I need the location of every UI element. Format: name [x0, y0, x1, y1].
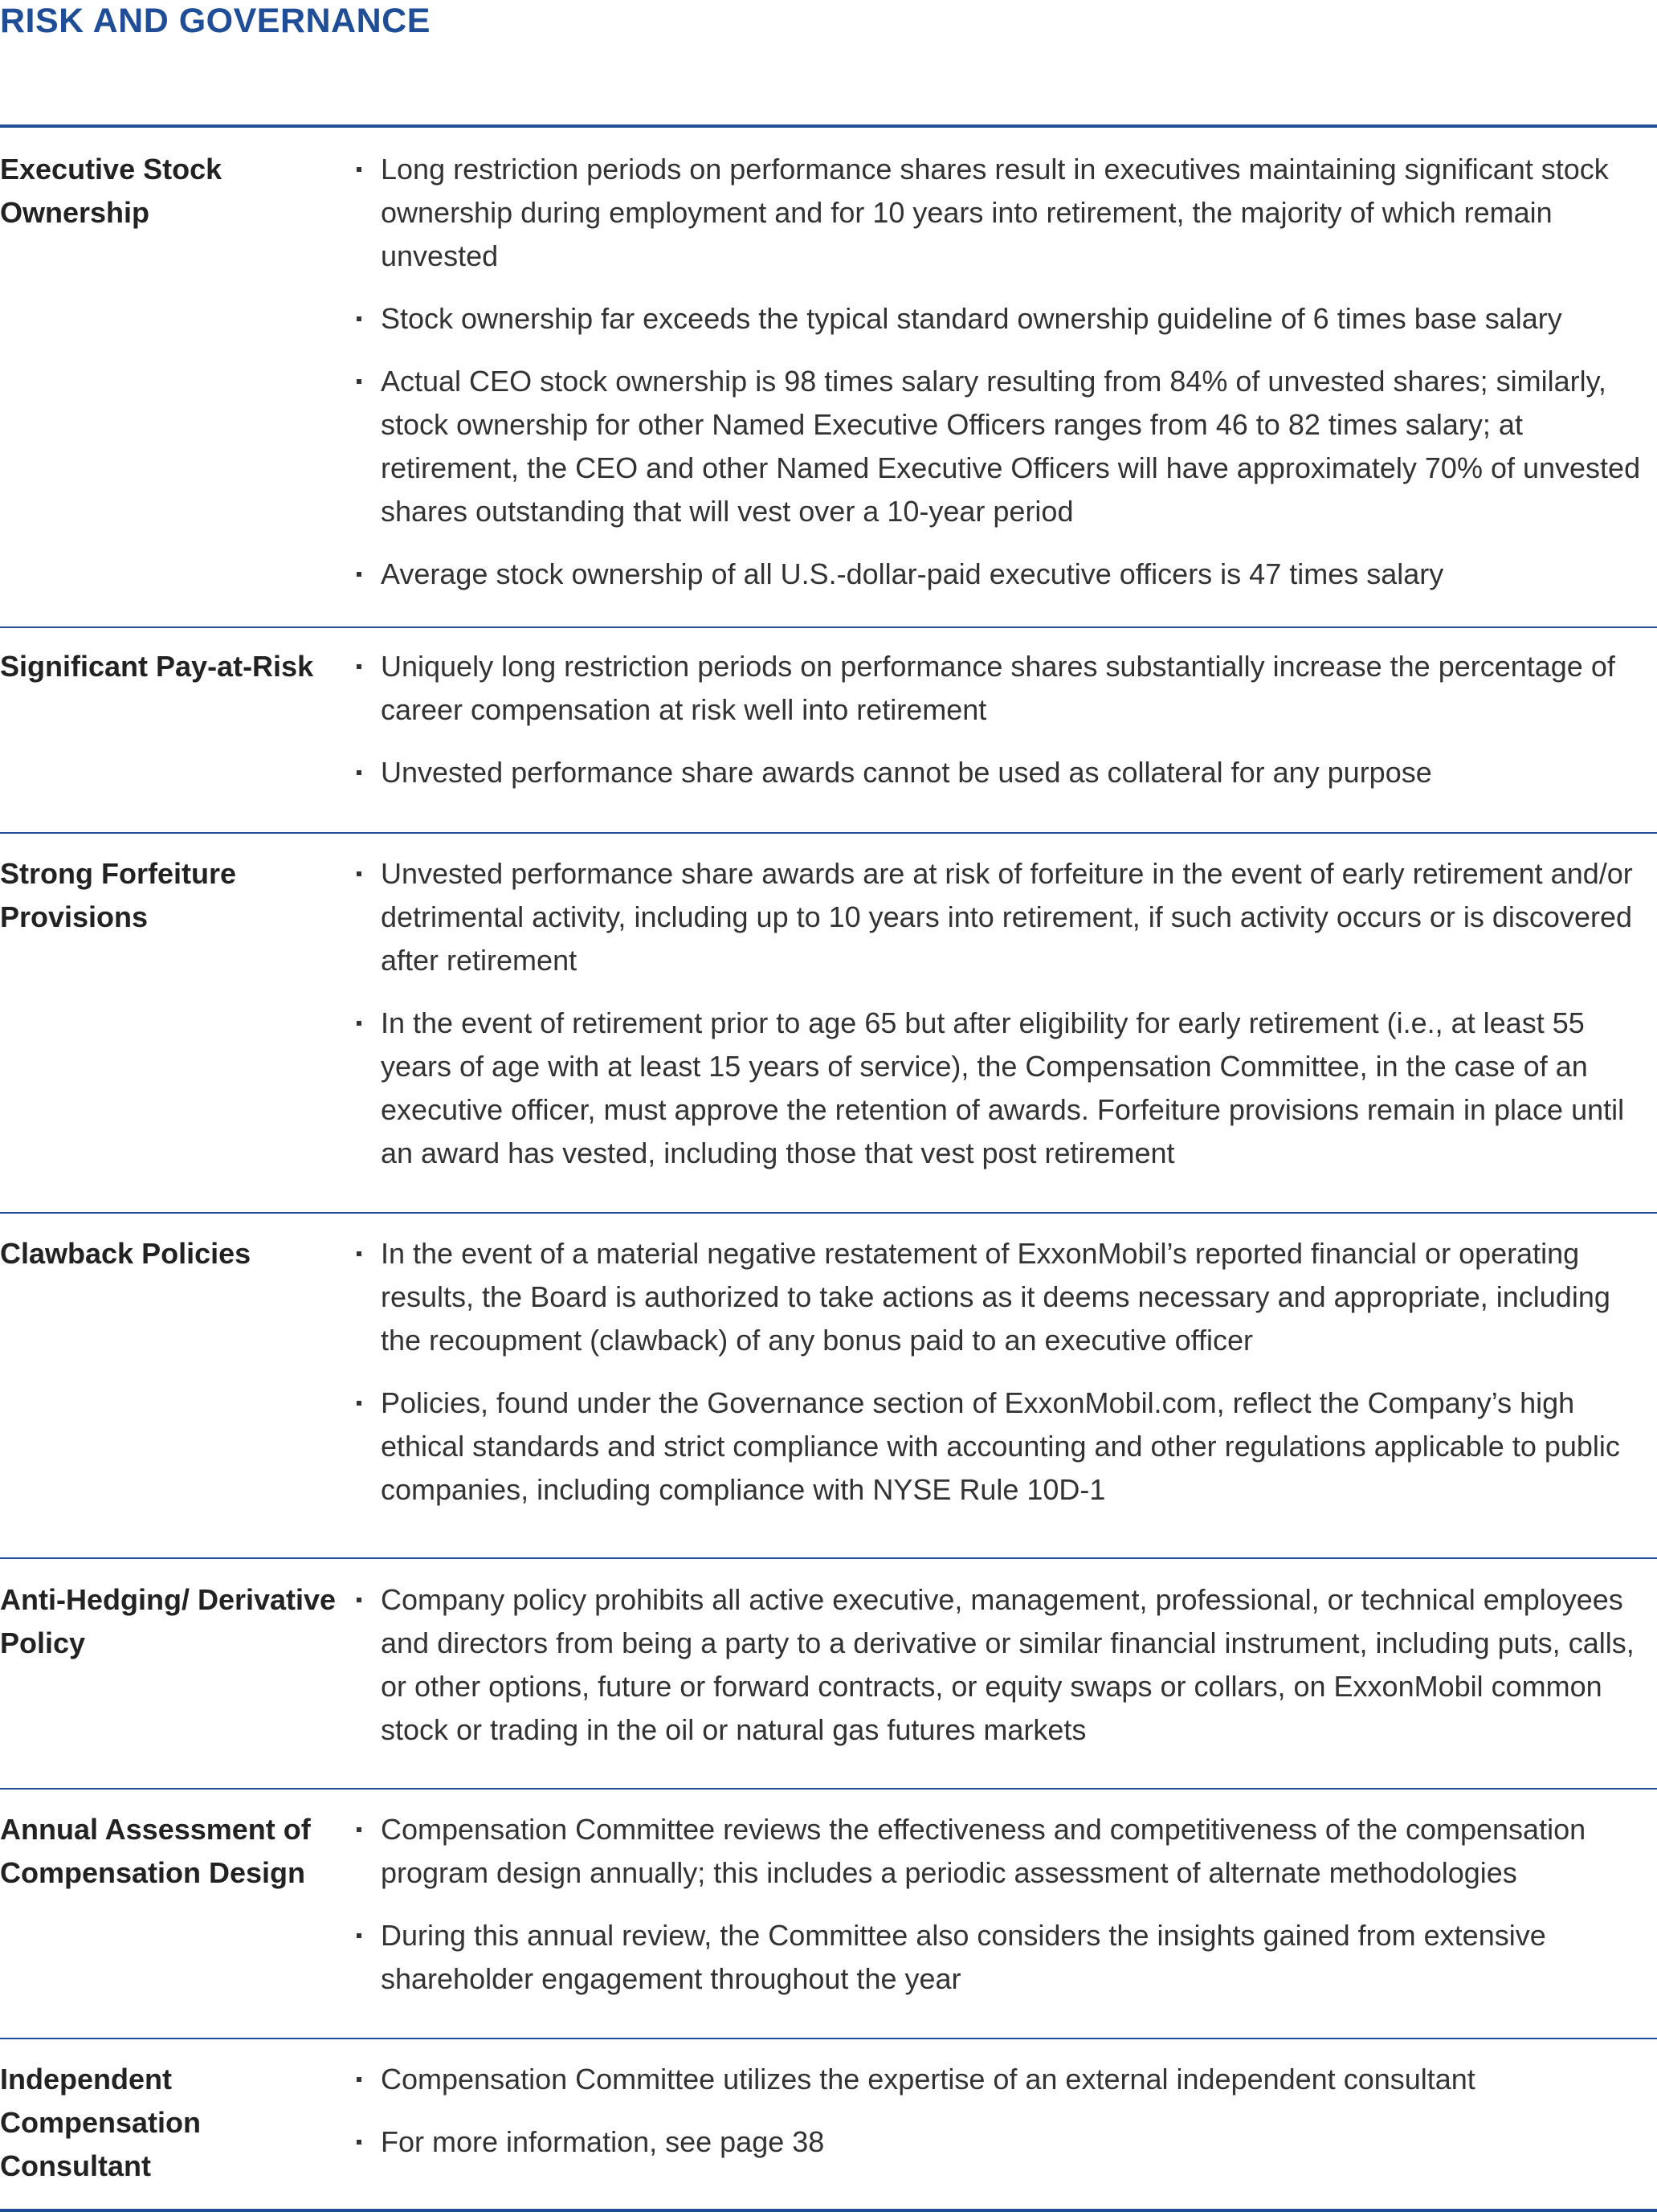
table-row-anti-hedging-derivative-policy	[0, 1559, 1657, 1790]
bullet-list	[347, 2058, 1657, 2209]
bullet-item	[347, 1578, 1657, 1752]
bullet-text: Policies, found under the Governance section of ExxonMobil.com, reflect the Company’s high ethical standards and strict compliance with accounting and other regulations applicable to public companies, including compliance with NYSE Rule 10D-1	[381, 1386, 1620, 1506]
bullet-text: Unvested performance share awards are at risk of forfeiture in the event of early retirement and/or detrimental activity, including up to 10 years into retirement, if such activity occurs or is discovered after retirement	[381, 857, 1633, 977]
bullet-item	[347, 1808, 1657, 1895]
bullet-icon	[357, 871, 361, 876]
bullet-item	[347, 852, 1657, 982]
bullet-item	[347, 297, 1657, 341]
bullet-icon	[357, 379, 361, 384]
bullet-icon	[357, 572, 361, 577]
risk-governance-table	[0, 124, 1657, 2212]
row-label: Independent Compensation Consultant	[0, 2063, 202, 2182]
bullet-icon	[357, 1251, 361, 1256]
bullet-item	[347, 1914, 1657, 2001]
bullet-item	[347, 553, 1657, 596]
bullet-item	[347, 751, 1657, 794]
bullet-text: Company policy prohibits all active executive, management, professional, or technical employees and directors from being a party to a derivative or similar financial instrument, including puts, calls, or other options, future or forward contracts, or equity swaps or collars, on ExxonMobil common stock or trading in the oil or natural gas futures markets	[381, 1583, 1635, 1746]
bullet-item	[347, 148, 1657, 278]
bullet-icon	[357, 1021, 361, 1026]
table-row-strong-forfeiture-provisions	[0, 834, 1657, 1214]
table-row-independent-consultant	[0, 2039, 1657, 2212]
bullet-text: In the event of a material negative restatement of ExxonMobil’s reported financial or operating results, the Board is authorized to take actions as it deems necessary and appropriate, including the recoupment (clawback) of any bonus paid to an executive officer	[381, 1237, 1610, 1357]
bullet-item	[347, 2058, 1657, 2101]
bullet-text: For more information, see page 38	[381, 2125, 825, 2158]
bullet-icon	[357, 167, 361, 172]
row-label: Strong Forfeiture Provisions	[0, 857, 236, 933]
bullet-text: Compensation Committee utilizes the expertise of an external independent consultant	[381, 2063, 1475, 2096]
bullet-item	[347, 1002, 1657, 1175]
table-row-significant-pay-at-risk	[0, 628, 1657, 834]
bullet-icon	[357, 1933, 361, 1938]
bullet-icon	[357, 1401, 361, 1406]
bullet-icon	[357, 770, 361, 775]
bullet-list	[347, 852, 1657, 1212]
bullet-list	[347, 1578, 1657, 1788]
bullet-text: During this annual review, the Committee also considers the insights gained from extensive shareholder engagement throughout the year	[381, 1919, 1546, 1995]
bullet-icon	[357, 1827, 361, 1832]
bullet-item	[347, 645, 1657, 732]
row-label: Anti-Hedging/ Derivative Policy	[0, 1583, 337, 1659]
bullet-text: Long restriction periods on performance shares result in executives maintaining significant stock ownership during employment and for 10 years into retirement, the majority of which remain unvested	[381, 153, 1609, 272]
bullet-item	[347, 2120, 1657, 2164]
table-row-executive-stock-ownership	[0, 128, 1657, 628]
row-label: Significant Pay-at-Risk	[0, 650, 314, 683]
table-row-clawback-policies	[0, 1214, 1657, 1559]
bullet-text: In the event of retirement prior to age 65 but after eligibility for early retirement (i.e., at least 55 years of age with at least 15 years of service), the Compensation Committee, in the case of an executive officer, must approve the retention of awards. Forfeiture provisions remain in place until an award has vested, including those that vest post retirement	[381, 1006, 1625, 1169]
bullet-icon	[357, 316, 361, 321]
bullet-text: Compensation Committee reviews the effectiveness and competitiveness of the compensation program design annually; this includes a periodic assessment of alternate methodologies	[381, 1813, 1586, 1889]
bullet-item	[347, 360, 1657, 533]
page-title: RISK AND GOVERNANCE	[0, 2, 431, 40]
bullet-list	[347, 645, 1657, 832]
row-label: Annual Assessment of Compensation Design	[0, 1813, 311, 1889]
bullet-list	[347, 1808, 1657, 2038]
bullet-item	[347, 1381, 1657, 1512]
bullet-text: Stock ownership far exceeds the typical standard ownership guideline of 6 times base salary	[381, 302, 1562, 335]
row-label: Clawback Policies	[0, 1237, 251, 1270]
bullet-text: Unvested performance share awards cannot be used as collateral for any purpose	[381, 756, 1432, 789]
bullet-icon	[357, 1598, 361, 1602]
bullet-icon	[357, 664, 361, 669]
bullet-icon	[357, 2140, 361, 2145]
table-row-annual-assessment	[0, 1790, 1657, 2039]
bullet-list	[347, 148, 1657, 626]
bullet-list	[347, 1232, 1657, 1557]
bullet-text: Actual CEO stock ownership is 98 times salary resulting from 84% of unvested shares; similarly, stock ownership for other Named Executive Officers ranges from 46 to 82 times salary; at retirement, the CEO and other Named Executive Officers will have approximately 70% of unvested shares outstanding that will vest over a 10-year period	[381, 365, 1641, 528]
row-label: Executive Stock Ownership	[0, 153, 222, 229]
bullet-text: Average stock ownership of all U.S.-dollar-paid executive officers is 47 times salary	[381, 557, 1444, 590]
bullet-text: Uniquely long restriction periods on performance shares substantially increase the percentage of career compensation at risk well into retirement	[381, 650, 1615, 726]
bullet-item	[347, 1232, 1657, 1362]
bullet-icon	[357, 2077, 361, 2082]
